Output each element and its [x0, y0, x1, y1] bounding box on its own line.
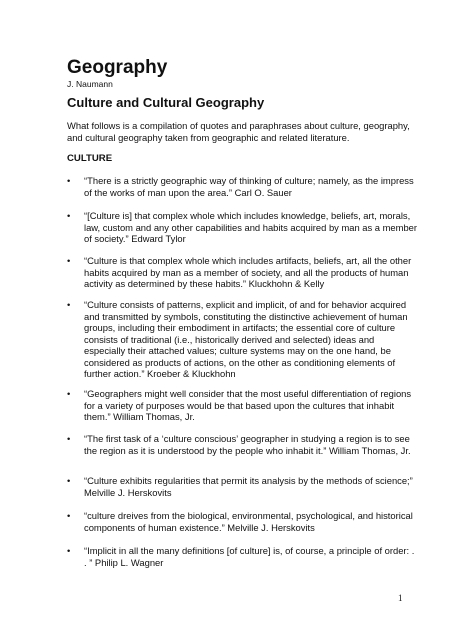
bullet-icon: •	[67, 510, 71, 521]
quote-text: “Implicit in all the many definitions [of culture] is, of course, a principle of order: . . ” Philip L. Wagner	[84, 545, 415, 568]
quote-text: “culture dreives from the biological, environmental, psychological, and historical components of human existence.” Melville J. Herskovits	[84, 510, 413, 533]
bullet-icon: •	[67, 255, 71, 266]
quote-text: “There is a strictly geographic way of thinking of culture; namely, as the impress of the works of man upon the area.” Carl O. Sauer	[84, 175, 414, 198]
quote-text: “[Culture is] that complex whole which includes knowledge, beliefs, art, morals, law, custom and any other capabilities and habits acquired by man as a member of society.” Edward Tylor	[84, 210, 417, 244]
quote-text: “Culture consists of patterns, explicit and implicit, of and for behavior acquired and transmitted by symbols, constituting the distinctive achievement of human groups, including their embodiment in artifacts; the essential core of culture consists of traditional (i.e., historically derived and selected) ideas and especially their attached values; culture systems may on the one hand, be considered as products of actions, on the other as conditioning elements of further action.” Kroeber & Kluckhohn	[84, 299, 408, 379]
intro-paragraph: What follows is a compilation of quotes and paraphrases about culture, geography, and cultural geography taken from geographic and related literature.	[67, 120, 410, 143]
bullet-icon: •	[67, 388, 71, 399]
quote-text: “Geographers might well consider that the most useful differentiation of regions for a variety of purposes would be that based upon the cultures that inhabit them.” William Thomas, Jr.	[84, 388, 412, 422]
quote-text: “The first task of a ‘culture conscious’ geographer in studying a region is to see the region as it is understood by the people who inhabit it.” William Thomas, Jr.	[84, 433, 411, 456]
bullet-icon: •	[67, 299, 71, 310]
quote-text: “Culture is that complex whole which includes artifacts, beliefs, art, all the other habits acquired by man as a member of society, and all the products of human activity as determined by these habits.” Kluckhohn & Kelly	[84, 255, 412, 289]
document-author: J. Naumann	[67, 79, 113, 89]
document-title: Geography	[67, 57, 168, 78]
page-number: 1	[398, 593, 403, 603]
document-subtitle: Culture and Cultural Geography	[67, 95, 265, 110]
bullet-icon: •	[67, 175, 71, 186]
quote-text: “Culture exhibits regularities that permit its analysis by the methods of science;” Melville J. Herskovits	[84, 475, 413, 498]
bullet-icon: •	[67, 210, 71, 221]
bullet-icon: •	[67, 433, 71, 444]
bullet-icon: •	[67, 475, 71, 486]
bullet-icon: •	[67, 545, 71, 556]
section-heading: CULTURE	[67, 153, 113, 164]
